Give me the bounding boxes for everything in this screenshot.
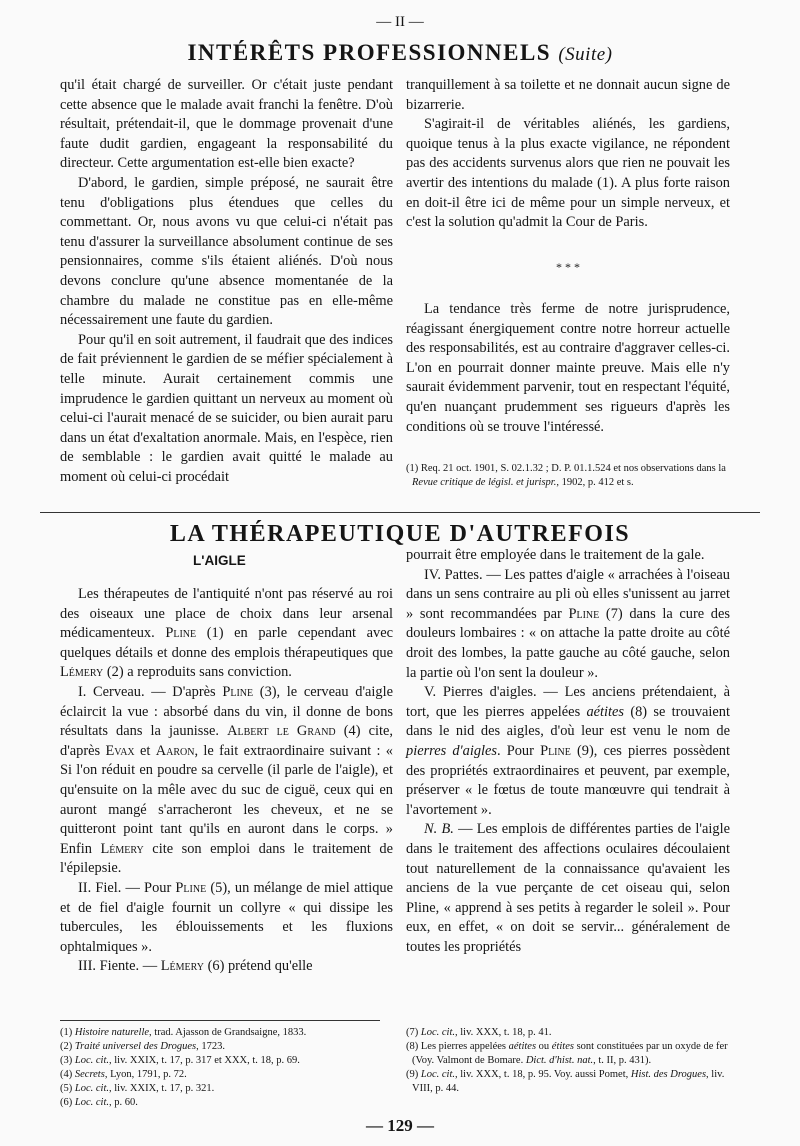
section1-footnote xyxy=(406,462,730,490)
footnote-8: (8) Les pierres appelées aétites ou étites sont constituées par un oxyde de fer (Voy. Valmont de Bomare. Dict. d'hist. nat., t. II, p. 431). xyxy=(406,1041,728,1066)
section-divider-stars: * * * xyxy=(556,260,580,274)
footnote-2: (2) Traité universel des Drogues, 1723. xyxy=(60,1041,225,1052)
paragraph: tranquillement à sa toilette et ne donnait aucun signe de bizarrerie. xyxy=(406,77,730,113)
paragraph: La tendance très ferme de notre jurisprudence, réagissant énergiquement contre notre horreur actuelle des responsabilités, est au contraire d'aggraver celles-ci. L'on en pourrait donner mainte preuve. Mais elle n'y saurait évidemment parvenir, tout en respectant l'équité, qu'en nuançant prudemment ses rigueurs d'après les conditions où se trouve l'intéressé. xyxy=(406,301,730,435)
page-number-roman: — II — xyxy=(376,14,424,30)
footnote-5: (5) Loc. cit., liv. XXIX, t. 17, p. 321. xyxy=(60,1083,215,1094)
footnote-9: (9) Loc. cit., liv. XXX, t. 18, p. 95. Voy. aussi Pomet, Hist. des Drogues, liv. VIII, p. 44. xyxy=(406,1069,725,1094)
paragraph-fiente: III. Fiente. — Lémery (6) prétend qu'elle xyxy=(78,958,313,975)
section-title-suite: (Suite) xyxy=(558,44,613,65)
paragraph: S'agirait-il de véritables aliénés, les gardiens, quoique tenus à la plus exacte vigilance, ne répondent pas des accidents survenus alors que rien ne pouvait les avertir des intentions du malade (1). A plus forte raison en doit-il être ici de même pour un simple nerveux, et c'est la solution qu'admit la Cour de Paris. xyxy=(406,116,730,231)
paragraph-pattes: IV. Pattes. — Les pattes d'aigle « arrachées à l'oiseau dans un sens contraire au pli où elles s'unissent au jarret » sont recommandées par Pline (7) dans la cure des douleurs lombaires : « on attache la patte droite au côté droit des lombes, la patte gauche au côté gauche, selon la partie où l'on sent la douleur ». xyxy=(406,566,730,681)
section1-right-column-continued xyxy=(406,300,730,437)
footnote-3: (3) Loc. cit., liv. XXIX, t. 17, p. 317 et XXX, t. 18, p. 69. xyxy=(60,1055,300,1066)
section1-right-column xyxy=(406,76,730,233)
paragraph: qu'il était chargé de surveiller. Or c'était juste pendant cette absence que le malade avait franchi la fenêtre. D'où résultait, prétendait-il, que le dommage provenait d'une faute dudit gardien, engageant la responsabilité du directeur. Cette argumentation est-elle bien exacte? xyxy=(60,77,393,172)
footnote-6: (6) Loc. cit., p. 60. xyxy=(60,1097,138,1108)
paragraph-fiel: II. Fiel. — Pour Pline (5), un mélange de miel attique et de fiel d'aigle fournit un collyre « qui dissipe les tubercules, les éblouissements et les fluxions ophtalmiques ». xyxy=(60,879,394,955)
section-separator xyxy=(40,512,760,513)
paragraph: D'abord, le gardien, simple préposé, ne saurait être tenu d'obligations plus étendues que celles du commettant. Or, nous avons vu que celui-ci n'était pas tenu d'assurer la surveillance absolument continue de ses pensionnaires, comme s'ils étaient aliénés. D'où nous devons conclure qu'une absence momentanée de la chambre du malade ne constitue pas en elle-même nécessairement une faute du gardien. xyxy=(60,174,393,329)
footnote-4: (4) Secrets, Lyon, 1791, p. 72. xyxy=(60,1069,187,1080)
paragraph-intro: Les thérapeutes de l'antiquité n'ont pas réservé au roi des oiseaux une place de choix dans leur arsenal médicamenteux. Pline (1) en parle cependant avec quelques détails et donne des emplois thérapeutiques que Lémery (2) a reproduits sans conviction. xyxy=(60,586,394,681)
footnote-7: (7) Loc. cit., liv. XXX, t. 18, p. 41. xyxy=(406,1027,552,1038)
page-folio: — 129 — xyxy=(366,1116,434,1135)
section2-left-column xyxy=(60,585,393,977)
section-title-text: INTÉRÊTS PROFESSIONNELS xyxy=(187,40,552,65)
paragraph-nb: N. B. — Les emplois de différentes parties de l'aigle dans le traitement des affections oculaires découlaient tout naturellement de la connaissance qu'avaient les anciens de la vue perçante de cet oiseau qui, selon Pline, « apprend à ses petits à regarder le soleil ». Pour eux, en effet, « on doit se servir... généralement de toutes les propriétés xyxy=(406,821,730,955)
footnote-1: (1) Histoire naturelle, trad. Ajasson de Grandsaigne, 1833. xyxy=(60,1027,307,1038)
paragraph: Pour qu'il en soit autrement, il faudrait que des indices de fait préviennent le gardien de se méfier spécialement à telle minute. Aurait certainement commis une imprudence le gardien quittant un nerveux au moment où celui-ci l'aurait menacé de se suicider, ou bien aurait paru dans un état d'exaltation anormale. Mais, en l'espèce, rien de semblable : le gardien avait quitté le malade au moment où celui-ci procédait xyxy=(60,331,393,485)
footnote-1: (1) Req. 21 oct. 1901, S. 02.1.32 ; D. P. 01.1.524 et nos observations dans la Revue critique de législ. et jurispr., 1902, p. 412 et s. xyxy=(406,463,726,488)
footnote-rule xyxy=(60,1020,380,1021)
article-subtitle: L'AIGLE xyxy=(193,553,246,568)
section2-footnotes-right xyxy=(406,1026,730,1096)
section1-left-column xyxy=(60,76,393,487)
section2-footnotes-left xyxy=(60,1026,393,1110)
section-title-therapeutique: LA THÉRAPEUTIQUE D'AUTREFOIS xyxy=(169,521,631,547)
paragraph-pierres: V. Pierres d'aigles. — Les anciens prétendaient, à tort, que les pierres appelées aétites (8) se trouvaient dans le nid des aigles, d'où leur est venu le nom de pierres d'aigles. Pour Pline (9), ces pierres possèdent des propriétés extraordinaires et peuvent, par exemple, préserver « le fœtus de toute manœuvre qui tendrait à l'avortement ». xyxy=(406,684,731,818)
paragraph-cerveau: I. Cerveau. — D'après Pline (3), le cerveau d'aigle éclaircit la vue : absorbé dans du vin, il donne de bons résultats dans la jaunisse. Albert le Grand (4) cite, d'après Evax et Aaron, le fait extraordinaire suivant : « Si l'on réduit en poudre sa cervelle (il parle de l'aigle), et qu'ensuite on la mêle avec du suc de ciguë, ceux qui en auront mangé s'arracheront les cheveux, et ne se quitteront point tant qu'ils en auront dans le corps. » Enfin Lémery cite son emploi dans le traitement de l'épilepsie. xyxy=(60,683,394,877)
paragraph: pourrait être employée dans le traitement de la gale. xyxy=(406,547,705,563)
section-title-interets xyxy=(0,40,800,66)
section2-right-column xyxy=(406,546,730,957)
